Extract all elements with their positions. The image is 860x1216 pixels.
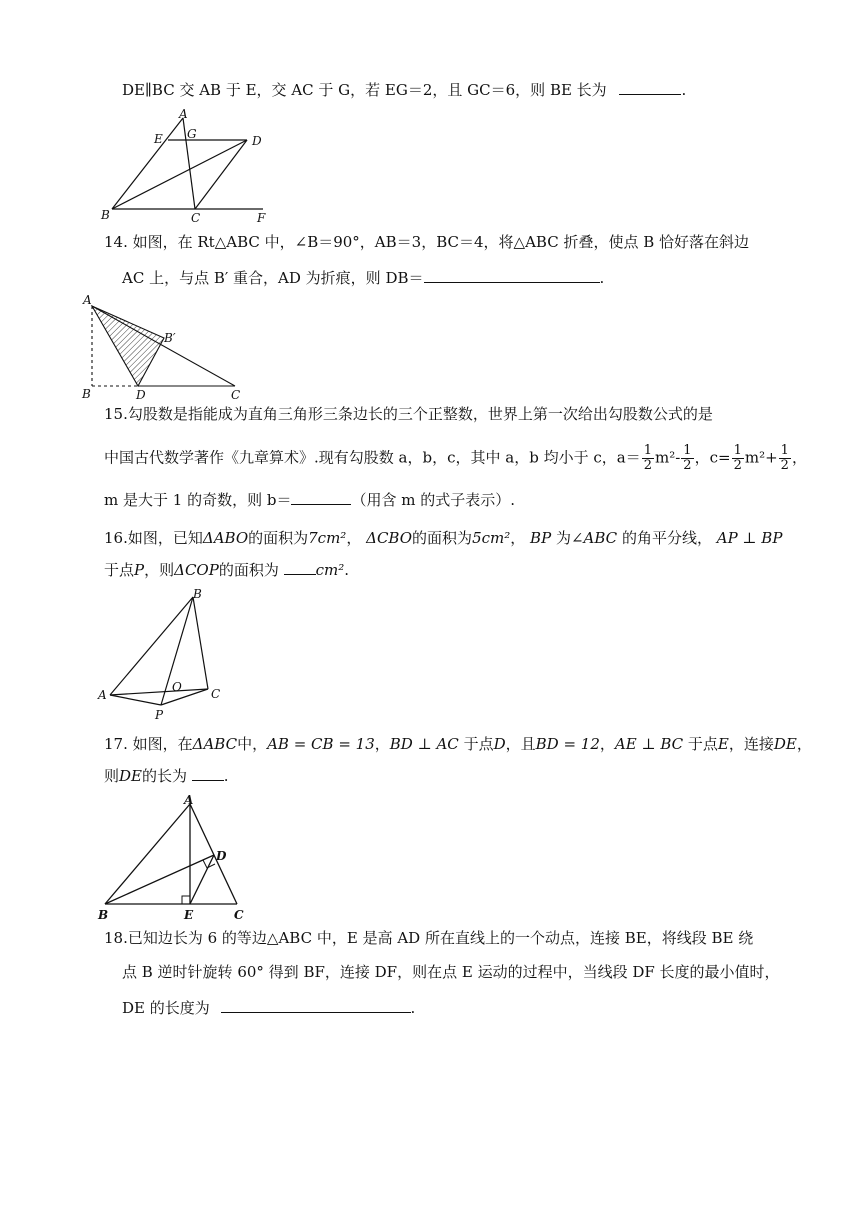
q17-label-C: C [234, 908, 244, 922]
q18-line2: 点 B 逆时针旋转 60° 得到 BF，连接 DF，则在点 E 运动的过程中，当线段 DF 长度的最小值时， [122, 963, 780, 981]
q14-label-B: B [82, 387, 91, 401]
q17-figure [95, 792, 255, 922]
q14-label-B1: B′ [164, 331, 176, 345]
q16-answer-blank[interactable] [284, 560, 316, 575]
q14-label-C: C [231, 388, 241, 402]
q16-label-P: P [155, 708, 164, 722]
q17-line1: 17. 如图，在ΔABC中，AB = CB = 13，BD ⊥ AC 于点D，且BD = 12，AE ⊥ BC 于点E，连接DE， [104, 735, 812, 753]
q15-line1: 15.勾股数是指能成为直角三角形三条边长的三个正整数，世界上第一次给出勾股数公式的是 [104, 405, 713, 423]
q13-label-G: G [187, 127, 197, 141]
q18-answer-blank[interactable] [221, 998, 411, 1013]
q15-line3: m 是大于 1 的奇数，则 b＝ （用含 m 的式子表示）. [104, 491, 515, 509]
q14-line2 [122, 268, 604, 288]
q17-label-D: D [216, 849, 227, 863]
q16-label-O: O [172, 680, 182, 694]
q13-text [122, 80, 686, 100]
q13-label-A: A [179, 107, 188, 121]
q14-label-D: D [136, 388, 146, 402]
q15-answer-blank[interactable] [291, 490, 351, 505]
q15-line2-text: 中国古代数学著作《九章算术》.现有勾股数 a，b，c，其中 a，b 均小于 c，a＝ [104, 448, 641, 467]
q15-frac-a2: $\frac{1}{2}$ [683, 443, 692, 473]
q17-answer-blank[interactable] [192, 766, 224, 781]
q13-label-C: C [191, 211, 201, 225]
q16-line2: 于点P，则ΔCOP的面积为 cm². [104, 561, 350, 579]
q14-figure [80, 292, 250, 402]
q14-line1: 14. 如图，在 Rt△ABC 中，∠B＝90°，AB＝3，BC＝4，将△ABC 折叠，使点 B 恰好落在斜边 [104, 233, 750, 251]
q13-label-F: F [257, 211, 266, 225]
q15-m2-c: m² [744, 448, 766, 467]
q16-label-A: A [98, 688, 107, 702]
q17-label-A: A [184, 793, 194, 807]
q13-figure [95, 108, 275, 223]
q15-frac-c1: $\frac{1}{2}$ [733, 443, 742, 473]
q16-line1: 16.如图，已知ΔABO的面积为7cm²， ΔCBO的面积为5cm²， BP 为∠ABC 的角平分线， AP ⊥ BP [104, 529, 783, 547]
q13-statement: DE∥BC 交 AB 于 E，交 AC 于 G，若 EG＝2，且 GC＝6，则 BE 长为 [122, 81, 607, 99]
q15-m2-a: m² [654, 448, 676, 467]
q13-label-E: E [154, 132, 163, 146]
q17-line2: 则DE的长为 . [104, 767, 229, 785]
q15-frac-a1: $\frac{1}{2}$ [643, 443, 652, 473]
q17-label-B: B [98, 908, 109, 922]
q13-answer-blank[interactable] [619, 80, 681, 95]
q15-line2: 中国古代数学著作《九章算术》.现有勾股数 a，b，c，其中 a，b 均小于 c，a＝ $\frac{1}{2}$ m²- $\frac{1}{2}$ ，c= $\frac{1}{2}$ m²+ $\frac{1}{2}$ ， [104, 443, 807, 473]
q14-label-A: A [83, 293, 92, 307]
q14-answer-blank[interactable] [424, 268, 600, 283]
q16-label-B: B [193, 587, 202, 601]
q16-label-C: C [211, 687, 221, 701]
q15-frac-c2: $\frac{1}{2}$ [780, 443, 789, 473]
q17-label-E: E [184, 908, 194, 922]
q16-figure [95, 585, 235, 725]
q13-label-D: D [252, 134, 262, 148]
q13-label-B: B [101, 208, 110, 222]
q14-end: . [599, 269, 605, 287]
q13-end: . [681, 81, 687, 99]
q18-line1: 18.已知边长为 6 的等边△ABC 中，E 是高 AD 所在直线上的一个动点，连接 BE，将线段 BE 绕 [104, 929, 754, 947]
q18-line3: DE 的长度为 . [122, 999, 416, 1017]
q14-line2-text: AC 上，与点 B′ 重合，AD 为折痕，则 DB＝ [122, 269, 424, 287]
